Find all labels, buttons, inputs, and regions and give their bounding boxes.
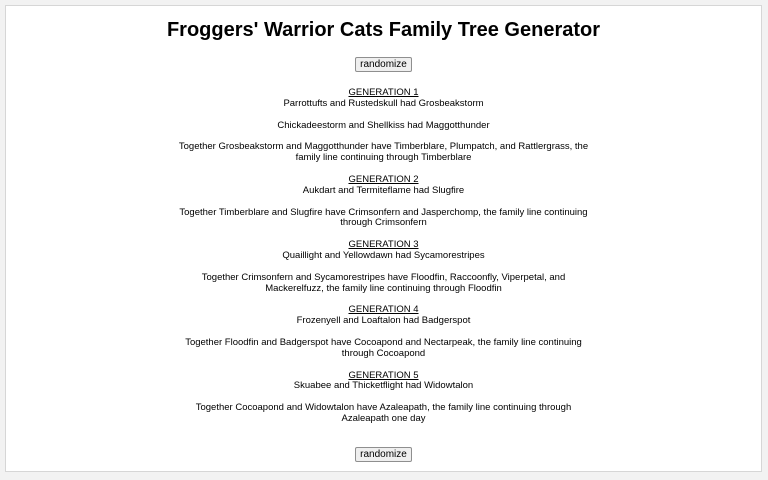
randomize-button-bottom[interactable]: randomize (355, 447, 412, 462)
page-container (5, 5, 762, 472)
page-title: Froggers' Warrior Cats Family Tree Generator (166, 19, 601, 41)
generation-line: Together Floodfin and Badgerspot have Cocoapond and Nectarpeak, the family line continuing through Cocoapond (185, 336, 582, 359)
generation-heading: GENERATION 3 (348, 239, 419, 251)
generation-line: Together Crimsonfern and Sycamorestripes have Floodfin, Raccoonfly, Viperpetal, and Mackerelfuzz, the family line continuing through Floodfin (201, 271, 566, 294)
generation-line: Together Grosbeakstorm and Maggotthunder have Timberblare, Plumpatch, and Rattlergrass, the family line continuing through Timberblare (178, 141, 589, 164)
randomize-bottom-wrapper (6, 444, 761, 462)
randomize-top-wrapper (6, 54, 761, 72)
generation-line: Aukdart and Termiteflame had Slugfire (302, 184, 465, 196)
generation-line: Frozenyell and Loaftalon had Badgerspot (296, 315, 471, 327)
generation-line: Parrottufts and Rustedskull had Grosbeakstorm (283, 97, 484, 109)
randomize-button-top[interactable]: randomize (355, 57, 412, 72)
generation-line: Together Timberblare and Slugfire have Crimsonfern and Jasperchomp, the family line continuing through Crimsonfern (179, 206, 588, 229)
generation-line: Chickadeestorm and Shellkiss had Maggotthunder (277, 119, 490, 131)
generation-heading: GENERATION 4 (348, 304, 419, 316)
generation-heading: GENERATION 2 (348, 173, 419, 185)
generation-line: Skuabee and Thicketflight had Widowtalon (293, 380, 474, 392)
generation-line: Together Cocoapond and Widowtalon have Azaleapath, the family line continuing through Azaleapath one day (195, 402, 572, 424)
generation-heading: GENERATION 5 (348, 369, 419, 381)
generation-line: Quaillight and Yellowdawn had Sycamorestripes (282, 249, 485, 261)
family-tree (6, 88, 761, 436)
generation-heading: GENERATION 1 (348, 87, 419, 98)
